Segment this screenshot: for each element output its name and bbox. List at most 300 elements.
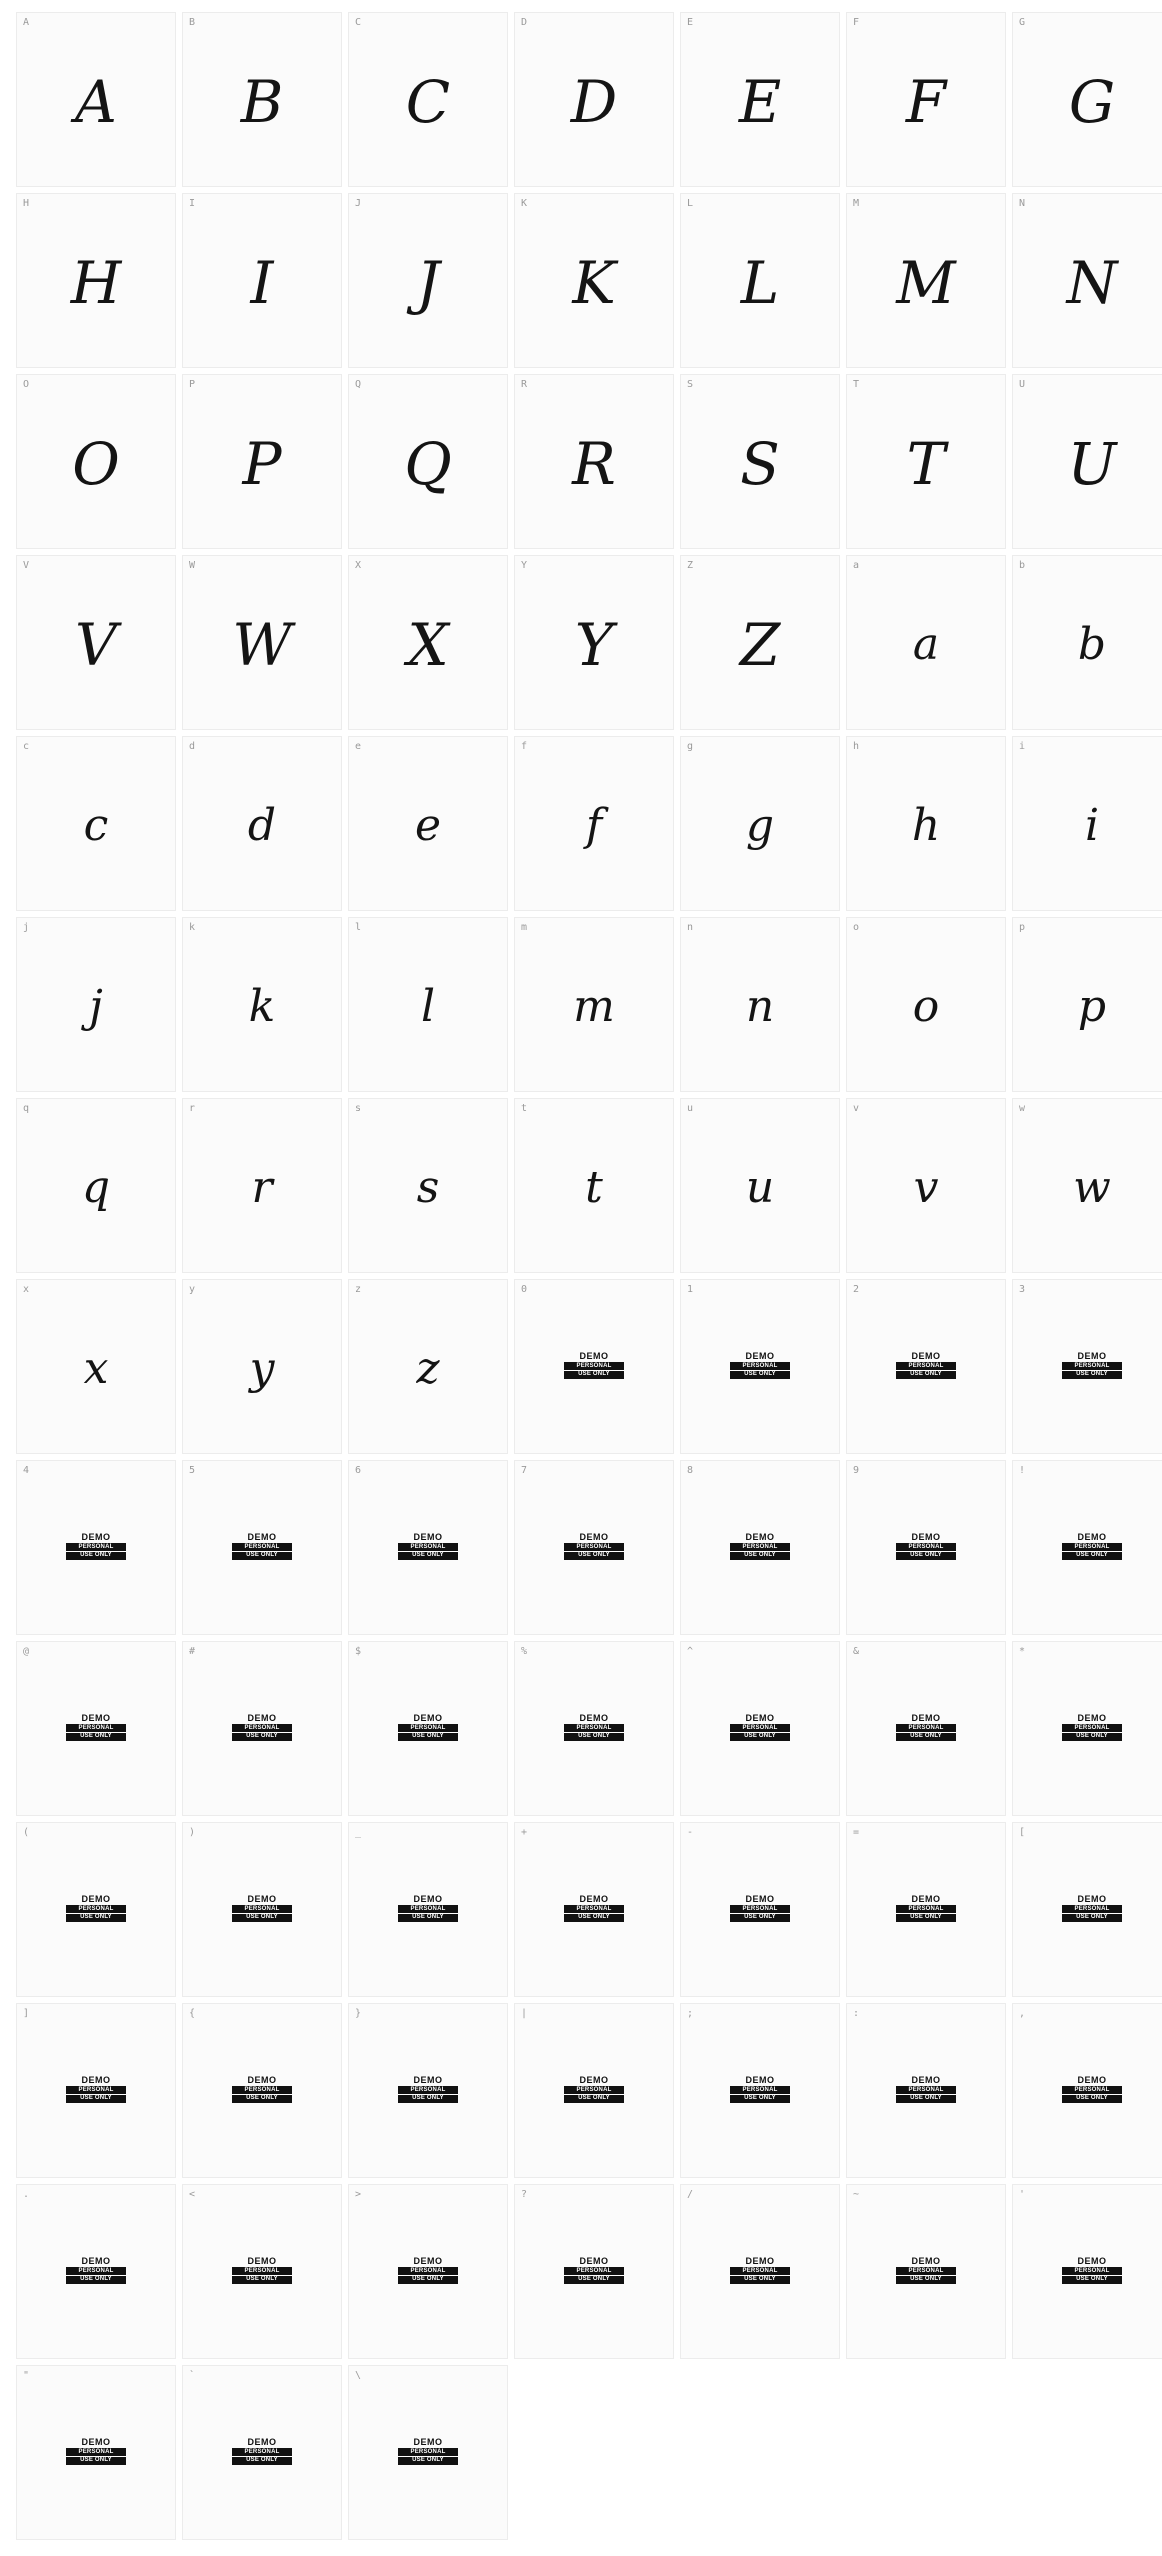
glyph-preview [183,2185,341,2358]
glyph-preview [17,1823,175,1996]
glyph-code-label: Q [355,379,362,390]
demo-watermark-line3: USE ONLY [1062,1551,1122,1560]
glyph-code-label: G [1019,17,1026,28]
demo-watermark-line2: PERSONAL [66,2086,126,2094]
glyph-cell[interactable] [846,1098,1006,1273]
glyph-code-label: k [189,922,196,933]
glyph-preview [1013,737,1162,910]
demo-watermark-line1: DEMO [1077,2255,1107,2266]
glyph-code-label: z [355,1284,362,1295]
glyph-character: U [1067,429,1117,498]
demo-watermark [1062,1713,1122,1741]
glyph-cell[interactable] [846,2184,1006,2359]
glyph-code-label: T [853,379,860,390]
demo-watermark-line3: USE ONLY [66,2275,126,2284]
glyph-cell[interactable] [680,555,840,730]
glyph-character: I [250,248,274,317]
glyph-cell[interactable] [182,1098,342,1273]
glyph-code-label: A [23,17,30,28]
glyph-preview [1013,918,1162,1091]
glyph-code-label: % [521,1646,528,1657]
glyph-preview [515,1461,673,1634]
glyph-cell[interactable] [514,917,674,1092]
glyph-cell[interactable] [680,917,840,1092]
glyph-cell[interactable] [846,1822,1006,1997]
glyph-cell[interactable] [348,917,508,1092]
glyph-preview [1013,556,1162,729]
demo-watermark-line3: USE ONLY [564,2275,624,2284]
demo-watermark [66,2437,126,2465]
glyph-cell[interactable] [348,2184,508,2359]
glyph-code-label: s [355,1103,362,1114]
glyph-cell[interactable] [1012,2184,1162,2359]
glyph-preview [349,1280,507,1453]
glyph-cell[interactable] [16,2184,176,2359]
demo-watermark-line1: DEMO [579,1893,609,1904]
glyph-cell[interactable] [182,917,342,1092]
glyph-cell[interactable] [846,1460,1006,1635]
glyph-cell[interactable] [846,555,1006,730]
glyph-preview [349,2004,507,2177]
demo-watermark-line2: PERSONAL [66,2448,126,2456]
glyph-cell[interactable] [16,1641,176,1816]
glyph-preview [183,737,341,910]
glyph-code-label: ^ [687,1646,694,1657]
glyph-cell[interactable] [348,1098,508,1273]
glyph-preview [183,1099,341,1272]
glyph-cell[interactable] [1012,12,1162,187]
glyph-cell[interactable] [1012,917,1162,1092]
glyph-cell[interactable] [1012,374,1162,549]
glyph-cell[interactable] [846,374,1006,549]
glyph-preview [1013,2004,1162,2177]
glyph-code-label: X [355,560,362,571]
glyph-cell[interactable] [680,1098,840,1273]
glyph-preview [681,13,839,186]
demo-watermark-line3: USE ONLY [232,1732,292,1741]
demo-watermark-line1: DEMO [911,1893,941,1904]
glyph-preview [681,1823,839,1996]
demo-watermark-line2: PERSONAL [1062,1905,1122,1913]
demo-watermark-line3: USE ONLY [896,1551,956,1560]
demo-watermark-line3: USE ONLY [232,2275,292,2284]
glyph-preview [349,737,507,910]
glyph-cell[interactable] [1012,736,1162,911]
demo-watermark-line2: PERSONAL [398,1724,458,1732]
glyph-cell[interactable] [348,2003,508,2178]
demo-watermark-line2: PERSONAL [1062,1362,1122,1370]
glyph-code-label: 2 [853,1284,860,1295]
glyph-preview [1013,194,1162,367]
glyph-preview [847,556,1005,729]
glyph-preview [515,2185,673,2358]
glyph-cell[interactable] [16,193,176,368]
glyph-preview [847,737,1005,910]
glyph-character: b [1077,618,1107,670]
glyph-cell[interactable] [182,1641,342,1816]
demo-watermark-line1: DEMO [247,2074,277,2085]
demo-watermark-line3: USE ONLY [564,2094,624,2103]
glyph-cell[interactable] [16,1098,176,1273]
demo-watermark-line2: PERSONAL [1062,2267,1122,2275]
glyph-preview [1013,1823,1162,1996]
glyph-cell[interactable] [182,2365,342,2540]
demo-watermark-line2: PERSONAL [730,2267,790,2275]
demo-watermark [730,1532,790,1560]
glyph-preview [681,1099,839,1272]
glyph-character: m [573,980,615,1032]
glyph-preview [515,918,673,1091]
demo-watermark-line2: PERSONAL [232,1905,292,1913]
demo-watermark-line3: USE ONLY [398,1913,458,1922]
glyph-character: T [906,429,946,498]
glyph-cell[interactable] [1012,1822,1162,1997]
glyph-cell[interactable] [182,1822,342,1997]
glyph-cell[interactable] [680,1460,840,1635]
glyph-code-label: o [853,922,860,933]
glyph-preview [183,556,341,729]
glyph-character: k [248,980,276,1032]
glyph-code-label: " [23,2370,30,2381]
glyph-code-label: Y [521,560,528,571]
glyph-preview [17,13,175,186]
demo-watermark-line3: USE ONLY [398,2275,458,2284]
glyph-preview [681,556,839,729]
demo-watermark-line2: PERSONAL [896,2267,956,2275]
glyph-code-label: 7 [521,1465,528,1476]
glyph-code-label: : [853,2008,860,2019]
glyph-cell[interactable] [846,736,1006,911]
demo-watermark-line2: PERSONAL [66,1905,126,1913]
glyph-character: B [240,67,284,136]
glyph-cell[interactable] [514,1460,674,1635]
glyph-cell[interactable] [680,193,840,368]
demo-watermark-line2: PERSONAL [232,2086,292,2094]
glyph-preview [349,1823,507,1996]
glyph-preview [17,1461,175,1634]
glyph-preview [17,2366,175,2539]
glyph-preview [515,1099,673,1272]
demo-watermark-line2: PERSONAL [896,1905,956,1913]
demo-watermark-line2: PERSONAL [896,1724,956,1732]
glyph-cell[interactable] [348,12,508,187]
demo-watermark-line3: USE ONLY [896,2275,956,2284]
glyph-character: i [1084,799,1100,851]
glyph-preview [17,556,175,729]
glyph-cell[interactable] [514,555,674,730]
demo-watermark-line2: PERSONAL [232,1724,292,1732]
demo-watermark [398,1713,458,1741]
glyph-cell[interactable] [680,736,840,911]
glyph-cell[interactable] [182,1460,342,1635]
glyph-character: c [83,799,109,851]
glyph-preview [515,556,673,729]
demo-watermark [232,1713,292,1741]
glyph-code-label: M [853,198,860,209]
glyph-cell[interactable] [16,2003,176,2178]
glyph-cell[interactable] [182,374,342,549]
glyph-preview [681,1461,839,1634]
glyph-code-label: } [355,2008,362,2019]
glyph-preview [17,1099,175,1272]
glyph-preview [183,1823,341,1996]
glyph-code-label: = [853,1827,860,1838]
glyph-preview [681,194,839,367]
glyph-character: D [570,67,618,136]
demo-watermark [398,2256,458,2284]
demo-watermark-line1: DEMO [413,2255,443,2266]
glyph-cell[interactable] [680,12,840,187]
demo-watermark [896,2256,956,2284]
glyph-cell[interactable] [846,1279,1006,1454]
glyph-character: d [247,799,277,851]
glyph-code-label: \ [355,2370,362,2381]
glyph-cell[interactable] [680,1641,840,1816]
glyph-cell[interactable] [16,374,176,549]
glyph-preview [349,194,507,367]
demo-watermark-line3: USE ONLY [896,1913,956,1922]
glyph-character: Q [404,429,452,498]
glyph-preview [17,1642,175,1815]
glyph-character: j [89,980,103,1032]
glyph-cell[interactable] [182,2184,342,2359]
demo-watermark-line1: DEMO [745,2255,775,2266]
glyph-cell[interactable] [514,374,674,549]
glyph-cell[interactable] [16,917,176,1092]
glyph-character: e [414,799,442,851]
demo-watermark-line2: PERSONAL [564,2267,624,2275]
glyph-cell[interactable] [348,1822,508,1997]
demo-watermark-line1: DEMO [1077,1893,1107,1904]
glyph-code-label: b [1019,560,1026,571]
glyph-cell[interactable] [348,2365,508,2540]
demo-watermark-line3: USE ONLY [66,1913,126,1922]
glyph-preview [515,737,673,910]
glyph-code-label: | [521,2008,528,2019]
demo-watermark-line1: DEMO [413,1531,443,1542]
demo-watermark-line3: USE ONLY [896,1370,956,1379]
glyph-cell[interactable] [348,1641,508,1816]
glyph-cell[interactable] [1012,1641,1162,1816]
demo-watermark-line2: PERSONAL [1062,1724,1122,1732]
demo-watermark-line2: PERSONAL [1062,2086,1122,2094]
glyph-character: M [896,248,956,317]
glyph-cell[interactable] [182,2003,342,2178]
demo-watermark-line2: PERSONAL [232,1543,292,1551]
glyph-character: C [405,67,451,136]
glyph-cell[interactable] [1012,193,1162,368]
demo-watermark-line1: DEMO [1077,1712,1107,1723]
glyph-code-label: e [355,741,362,752]
glyph-cell[interactable] [514,2003,674,2178]
glyph-character: n [745,980,775,1032]
glyph-code-label: # [189,1646,196,1657]
glyph-cell[interactable] [1012,2003,1162,2178]
glyph-cell[interactable] [1012,1098,1162,1273]
glyph-cell[interactable] [16,12,176,187]
demo-watermark-line3: USE ONLY [398,1551,458,1560]
glyph-preview [183,13,341,186]
glyph-code-label: L [687,198,694,209]
demo-watermark [896,1351,956,1379]
glyph-preview [349,375,507,548]
glyph-code-label: n [687,922,694,933]
glyph-cell[interactable] [680,1279,840,1454]
glyph-preview [17,737,175,910]
glyph-cell[interactable] [182,12,342,187]
demo-watermark [896,1532,956,1560]
demo-watermark [564,1532,624,1560]
demo-watermark [1062,1894,1122,1922]
glyph-cell[interactable] [348,555,508,730]
glyph-cell[interactable] [846,193,1006,368]
glyph-preview [183,2366,341,2539]
glyph-code-label: R [521,379,528,390]
glyph-code-label: D [521,17,528,28]
glyph-code-label: t [521,1103,528,1114]
demo-watermark-line3: USE ONLY [730,1370,790,1379]
glyph-code-label: m [521,922,528,933]
glyph-character: Z [739,610,781,679]
demo-watermark-line3: USE ONLY [232,2094,292,2103]
demo-watermark-line2: PERSONAL [398,1905,458,1913]
glyph-preview [847,1823,1005,1996]
glyph-preview [847,375,1005,548]
demo-watermark-line3: USE ONLY [896,1732,956,1741]
glyph-character: r [251,1161,273,1213]
glyph-cell[interactable] [16,736,176,911]
glyph-cell[interactable] [846,1641,1006,1816]
demo-watermark [564,2075,624,2103]
glyph-preview [1013,13,1162,186]
glyph-cell[interactable] [1012,555,1162,730]
demo-watermark-line2: PERSONAL [564,2086,624,2094]
glyph-code-label: h [853,741,860,752]
glyph-cell[interactable] [680,1822,840,1997]
glyph-cell[interactable] [16,1822,176,1997]
demo-watermark-line3: USE ONLY [232,2456,292,2465]
glyph-code-label: O [23,379,30,390]
glyph-cell[interactable] [514,736,674,911]
glyph-preview [515,194,673,367]
demo-watermark-line1: DEMO [1077,1531,1107,1542]
glyph-cell[interactable] [182,736,342,911]
glyph-code-label: K [521,198,528,209]
glyph-character: W [232,610,292,679]
glyph-code-label: ; [687,2008,694,2019]
glyph-cell[interactable] [846,12,1006,187]
glyph-cell[interactable] [1012,1460,1162,1635]
glyph-code-label: - [687,1827,694,1838]
glyph-cell[interactable] [514,1641,674,1816]
glyph-code-label: a [853,560,860,571]
glyph-character: g [745,799,775,851]
glyph-code-label: U [1019,379,1026,390]
demo-watermark-line1: DEMO [81,2074,111,2085]
glyph-code-label: j [23,922,30,933]
glyph-code-label: & [853,1646,860,1657]
glyph-cell[interactable] [514,1098,674,1273]
glyph-cell[interactable] [16,555,176,730]
demo-watermark-line3: USE ONLY [564,1913,624,1922]
glyph-cell[interactable] [16,2365,176,2540]
glyph-cell[interactable] [680,2003,840,2178]
glyph-cell[interactable] [182,193,342,368]
glyph-cell[interactable] [348,736,508,911]
glyph-cell[interactable] [514,12,674,187]
glyph-preview [847,194,1005,367]
demo-watermark [896,2075,956,2103]
demo-watermark-line1: DEMO [911,1531,941,1542]
glyph-character: F [905,67,947,136]
demo-watermark [1062,2256,1122,2284]
glyph-cell[interactable] [182,1279,342,1454]
demo-watermark [564,1713,624,1741]
glyph-preview [183,1642,341,1815]
demo-watermark-line3: USE ONLY [66,1732,126,1741]
demo-watermark-line3: USE ONLY [398,2456,458,2465]
glyph-character: G [1068,67,1116,136]
glyph-preview [349,556,507,729]
demo-watermark-line1: DEMO [81,1531,111,1542]
demo-watermark-line1: DEMO [579,1350,609,1361]
demo-watermark-line3: USE ONLY [730,1913,790,1922]
demo-watermark-line2: PERSONAL [564,1905,624,1913]
demo-watermark [564,1894,624,1922]
glyph-preview [515,375,673,548]
glyph-cell[interactable] [514,193,674,368]
glyph-cell[interactable] [680,2184,840,2359]
glyph-cell[interactable] [16,1279,176,1454]
glyph-preview [847,1099,1005,1272]
demo-watermark-line1: DEMO [247,1893,277,1904]
glyph-cell[interactable] [1012,1279,1162,1454]
glyph-cell[interactable] [846,917,1006,1092]
glyph-code-label: > [355,2189,362,2200]
demo-watermark-line1: DEMO [745,1531,775,1542]
demo-watermark-line3: USE ONLY [398,1732,458,1741]
glyph-cell[interactable] [514,1822,674,1997]
demo-watermark-line1: DEMO [745,2074,775,2085]
glyph-cell[interactable] [846,2003,1006,2178]
demo-watermark [1062,2075,1122,2103]
glyph-cell[interactable] [16,1460,176,1635]
glyph-cell[interactable] [348,193,508,368]
demo-watermark-line3: USE ONLY [730,1732,790,1741]
demo-watermark-line1: DEMO [1077,1350,1107,1361]
glyph-code-label: I [189,198,196,209]
glyph-cell[interactable] [348,1460,508,1635]
glyph-cell[interactable] [348,1279,508,1454]
glyph-cell[interactable] [514,1279,674,1454]
glyph-character: f [585,799,603,851]
glyph-cell[interactable] [182,555,342,730]
demo-watermark-line3: USE ONLY [66,2456,126,2465]
glyph-preview [183,1280,341,1453]
demo-watermark-line2: PERSONAL [730,1362,790,1370]
glyph-cell[interactable] [514,2184,674,2359]
glyph-preview [183,1461,341,1634]
glyph-character: w [1073,1161,1111,1213]
demo-watermark [398,2437,458,2465]
demo-watermark-line3: USE ONLY [232,1913,292,1922]
glyph-cell[interactable] [680,374,840,549]
glyph-preview [847,1461,1005,1634]
glyph-code-label: { [189,2008,196,2019]
glyph-code-label: q [23,1103,30,1114]
glyph-cell[interactable] [348,374,508,549]
glyph-character: l [420,980,436,1032]
